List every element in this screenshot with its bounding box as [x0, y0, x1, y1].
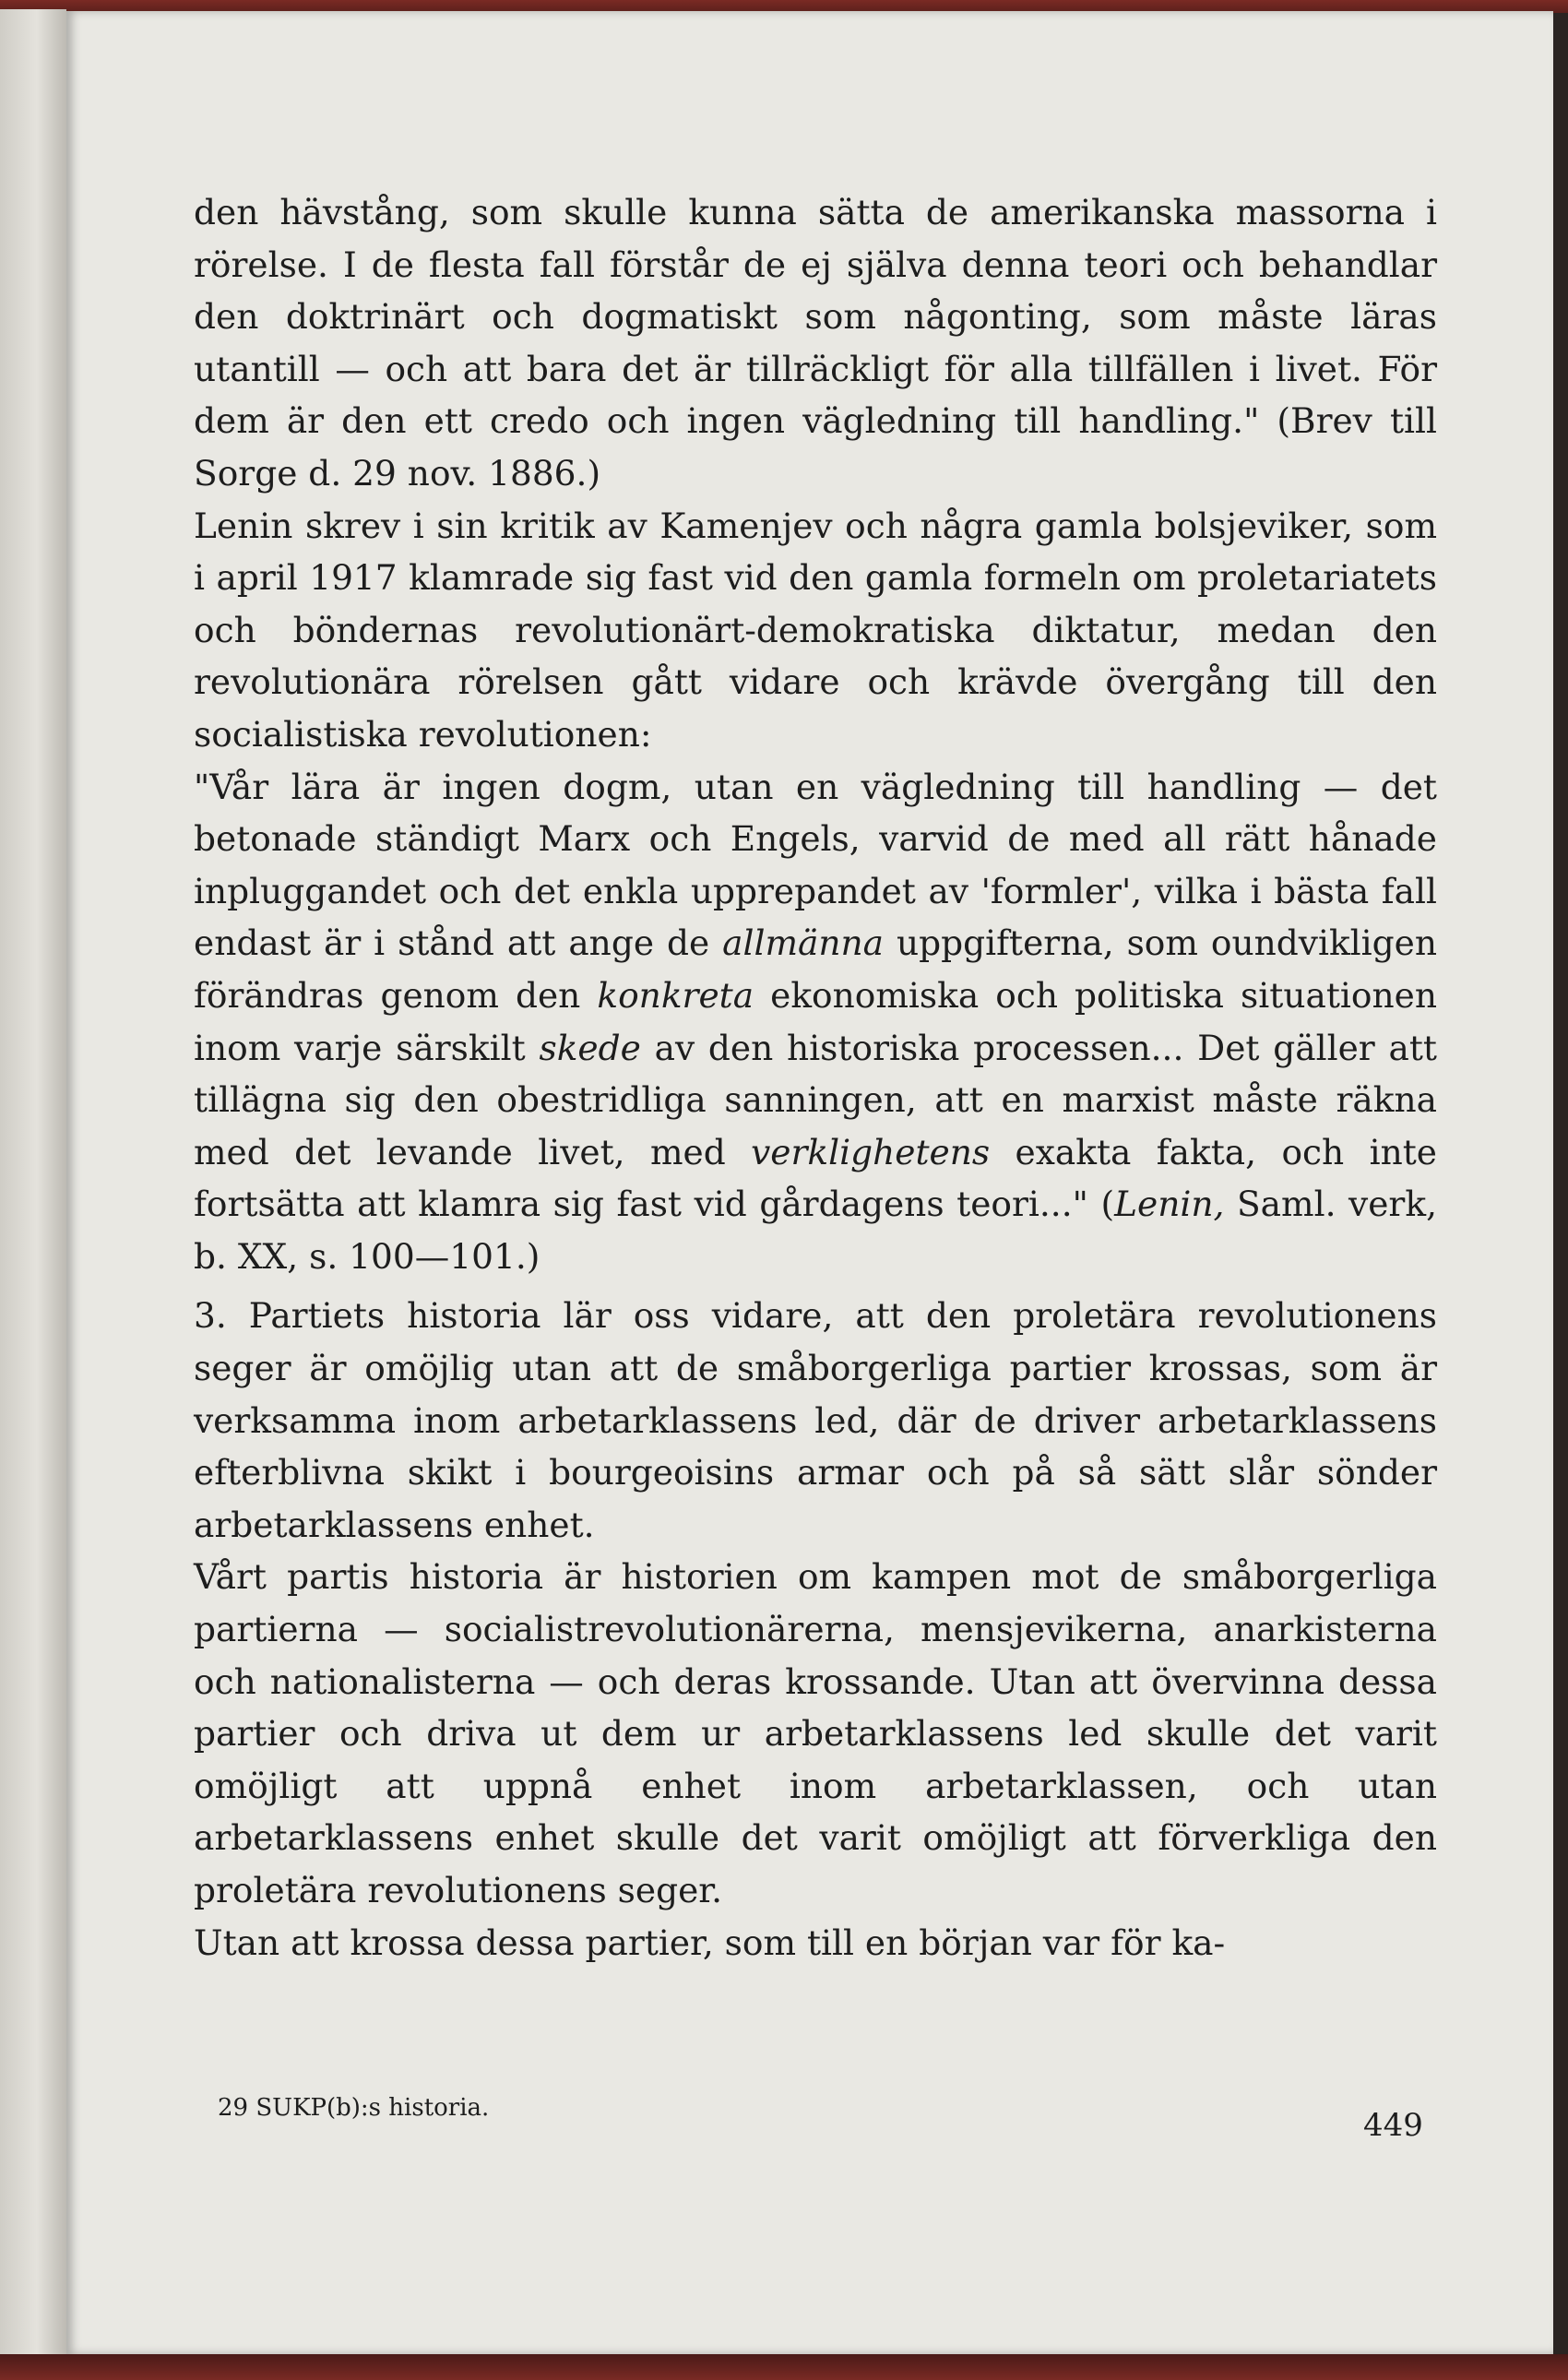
book-gutter: [0, 9, 66, 2357]
paragraph-4: Vårt partis historia är historien om kampen mot de småborgerliga partierna — socialistrevolutionärerna, mensjevikerna, anarkisterna och nationalisterna — och deras krossande. Utan att övervinna dessa partier och driva ut dem ur arbetarklassens led skulle det varit omöjligt att uppnå enhet inom arbetarklassen, och utan arbetarklassens enhet skulle det varit omöjligt att förverkliga den proletära revolutionens seger.: [194, 1556, 1437, 1910]
lenin-quote: "Vår lära är ingen dogm, utan en vägledning till handling — det betonade ständigt Marx och Engels, varvid de med all rätt hånade inpluggandet och det enkla upprepandet av 'formler', vilka i bästa fall endast är i stånd att ange de allmänna uppgifterna, som oundvikligen förändras genom den konkreta ekonomiska och politiska situationen inom varje särskilt skede av den historiska processen... Det gäller att tillägna sig den obestridliga sanningen, att en marxist måste räkna med det levande livet, med verklighetens exakta fakta, och inte fortsätta att klamra sig fast vid gårdagens teori..." (Lenin, Saml. verk, b. XX, s. 100—101.): [194, 766, 1438, 1277]
paragraph-5: Utan att krossa dessa partier, som till en början var för ka-: [194, 1922, 1226, 1963]
paragraph-3: 3. Partiets historia lär oss vidare, att den proletära revolutionens seger är omöjlig utan att de småborgerliga partier krossas, som är verksamma inom arbetarklassens led, där de driver arbetarklassens efterblivna skikt i bourgeoisins armar och på så sätt slår sönder arbetarklassens enhet.: [194, 1295, 1437, 1545]
page-number: 449: [1363, 2107, 1423, 2144]
printer-signature: 29 SUKP(b):s historia.: [218, 2094, 490, 2122]
paragraph-1: den hävstång, som skulle kunna sätta de amerikanska massorna i rörelse. I de flesta fall förstår de ej själva denna teori och behandlar den doktrinärt och dogmatiskt som någonting, som måste läras utantill — och att bara det är tillräckligt för alla tillfällen i livet. För dem är den ett credo och ingen vägledning till handling." (Brev till Sorge d. 29 nov. 1886.): [194, 192, 1437, 494]
book-cover-edge-bottom: [0, 2354, 1568, 2380]
paragraph-2: Lenin skrev i sin kritik av Kamenjev och några gamla bolsjeviker, som i april 1917 klamrade sig fast vid den gamla formeln om proletariatets och böndernas revolutionärt-demokratiska diktatur, medan den revolutionära rörelsen gått vidare och krävde övergång till den socialistiska revolutionen:: [194, 505, 1437, 755]
body-text: [194, 186, 1437, 1969]
